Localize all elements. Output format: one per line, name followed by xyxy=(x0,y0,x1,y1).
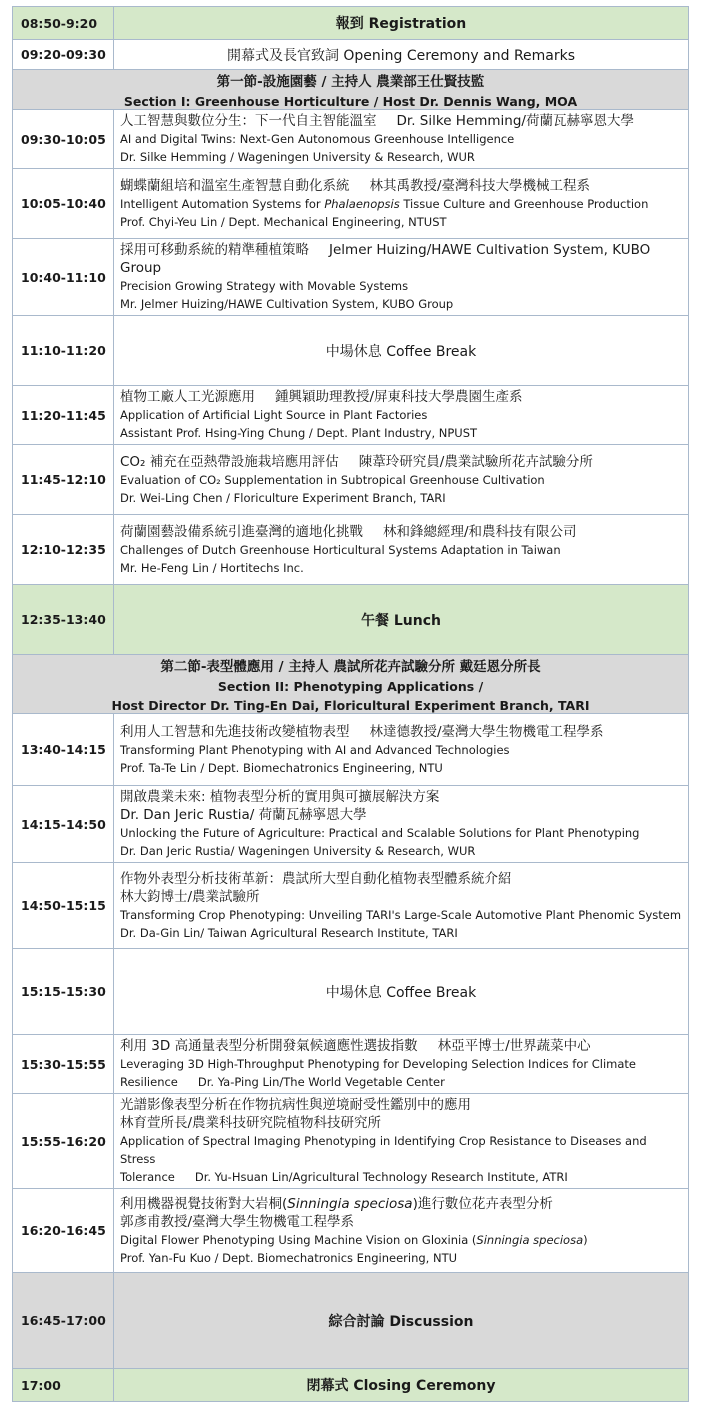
talk-cell xyxy=(114,386,689,445)
title-zh-text: 開啟農業未來: 植物表型分析的實用與可擴展解決方案 xyxy=(120,789,440,805)
talk-title-zh xyxy=(120,177,682,195)
section-title-zh: 第二節-表型體應用 / 主持人 農試所花卉試驗分所 戴廷恩分所長 xyxy=(160,659,541,675)
speaker-en xyxy=(120,489,682,507)
agenda-row xyxy=(13,1189,689,1273)
talk-cell xyxy=(114,169,689,239)
title-zh-text: 作物外表型分析技術革新：農試所大型自動化植物表型體系統介紹 xyxy=(120,870,512,887)
title-en-part: Intelligent Automation Systems for xyxy=(120,196,325,211)
speaker-en-text: Assistant Prof. Hsing-Ying Chung / Dept. Plant Industry, NPUST xyxy=(120,426,478,440)
agenda-row xyxy=(13,386,689,445)
time-slot: 14:15-14:50 xyxy=(13,786,114,863)
time-slot: 12:35-13:40 xyxy=(13,585,114,655)
talk-title-en xyxy=(120,406,682,424)
block-title: 午餐 Lunch xyxy=(114,585,689,655)
agenda-row xyxy=(13,110,689,169)
talk-cell xyxy=(114,863,689,949)
title-en-italic: Phalaenopsis xyxy=(324,196,400,211)
time-slot: 08:50-9:20 xyxy=(13,7,114,40)
speaker-en-text: Dr. Wei-Ling Chen / Floriculture Experiment Branch, TARI xyxy=(120,490,446,505)
talk-cell xyxy=(114,714,689,786)
speaker-en-text: Prof. Ta-Te Lin / Dept. Biomechatronics Engineering, NTU xyxy=(120,760,443,775)
title-en-text: Precision Growing Strategy with Movable Systems xyxy=(120,279,409,293)
speaker-en-text: Dr. Silke Hemming / Wageningen University & Research, WUR xyxy=(120,150,475,164)
time-slot: 11:45-12:10 xyxy=(13,445,114,515)
speaker-en-text: Prof. Chyi-Yeu Lin / Dept. Mechanical Engineering, NTUST xyxy=(120,214,447,229)
speaker-en xyxy=(120,559,682,577)
talk-cell xyxy=(114,1094,689,1189)
talk-title-zh xyxy=(120,1195,682,1213)
title-en-part: Tissue Culture and Greenhouse Production xyxy=(399,196,649,211)
speaker-en xyxy=(120,1249,682,1267)
title-zh-part: 利用機器視覺技術對大岩桐( xyxy=(120,1195,288,1212)
time-slot: 10:05-10:40 xyxy=(13,169,114,239)
agenda-row xyxy=(13,863,689,949)
section-title-en-2: Host Director Dr. Ting-En Dai, Floricultural Experiment Branch, TARI xyxy=(111,698,590,713)
agenda-row xyxy=(13,70,689,110)
speaker-zh: 林其禹教授/臺灣科技大學機械工程系 xyxy=(369,177,591,194)
talk-title-en xyxy=(120,277,682,295)
title-zh-italic: Sinningia speciosa xyxy=(287,1195,413,1212)
title-en-text: Application of Artificial Light Source in Plant Factories xyxy=(120,408,428,422)
agenda-row xyxy=(13,1273,689,1369)
time-slot: 15:55-16:20 xyxy=(13,1094,114,1189)
speaker-zh: 林育萱所長/農業科技研究院植物科技研究所 xyxy=(120,1115,382,1131)
session-title: 中場休息 Coffee Break xyxy=(114,949,689,1035)
title-zh-text: 植物工廠人工光源應用 xyxy=(120,389,255,405)
time-slot: 15:15-15:30 xyxy=(13,949,114,1035)
section-title-zh: 第一節-設施園藝 / 主持人 農業部王仕賢技監 xyxy=(216,74,485,90)
talk-title-en xyxy=(120,541,682,559)
talk-title-en xyxy=(120,130,682,148)
agenda-row xyxy=(13,169,689,239)
speaker-en xyxy=(120,759,682,777)
speaker-zh: 林亞平博士/世界蔬菜中心 xyxy=(437,1038,591,1054)
talk-title-zh xyxy=(120,241,682,277)
block-title: 報到 Registration xyxy=(114,7,689,40)
time-slot: 17:00 xyxy=(13,1369,114,1402)
title-zh-part: )進行數位花卉表型分析 xyxy=(412,1195,553,1212)
speaker-en xyxy=(120,213,682,231)
title-zh-text: 光譜影像表型分析在作物抗病性與逆境耐受性鑑別中的應用 xyxy=(120,1097,471,1113)
speaker-en-text: Dr. Da-Gin Lin/ Taiwan Agricultural Research Institute, TARI xyxy=(120,925,458,940)
title-en-text: Leveraging 3D High-Throughput Phenotyping for Developing Selection Indices for Climate xyxy=(120,1057,637,1071)
agenda-row xyxy=(13,40,689,70)
speaker-en xyxy=(120,424,682,442)
title-en-part: Digital Flower Phenotyping Using Machine Vision on Gloxinia ( xyxy=(120,1232,477,1247)
talk-title-zh xyxy=(120,788,682,806)
time-slot: 14:50-15:15 xyxy=(13,863,114,949)
title-en-text: Challenges of Dutch Greenhouse Horticultural Systems Adaptation in Taiwan xyxy=(120,542,561,557)
speaker-en xyxy=(120,924,682,942)
speaker-en-text: Mr. Jelmer Huizing/HAWE Cultivation System, KUBO Group xyxy=(120,297,454,311)
title-en-part: ) xyxy=(583,1232,588,1247)
talk-cell xyxy=(114,1035,689,1094)
title-en-text: Unlocking the Future of Agriculture: Practical and Scalable Solutions for Plant Phenotyping xyxy=(120,826,640,840)
session-title: 中場休息 Coffee Break xyxy=(114,316,689,386)
agenda-row xyxy=(13,316,689,386)
time-slot: 12:10-12:35 xyxy=(13,515,114,585)
agenda-row xyxy=(13,949,689,1035)
time-slot: 16:20-16:45 xyxy=(13,1189,114,1273)
speaker-zh: 林和鋒總經理/和農科技有限公司 xyxy=(383,523,577,540)
speaker-en-text: Dr. Dan Jeric Rustia/ Wageningen University & Research, WUR xyxy=(120,844,476,858)
talk-title-zh xyxy=(120,870,682,888)
talk-title-en xyxy=(120,1231,682,1249)
speaker-en xyxy=(120,148,682,166)
speaker-zh: 郭彥甫教授/臺灣大學生物機電工程學系 xyxy=(120,1213,355,1230)
speaker-en xyxy=(120,295,682,313)
block-title: 綜合討論 Discussion xyxy=(114,1273,689,1369)
talk-title-zh xyxy=(120,112,682,130)
speaker-zh: Dr. Dan Jeric Rustia/ 荷蘭瓦赫寧恩大學 xyxy=(120,807,367,823)
time-slot: 13:40-14:15 xyxy=(13,714,114,786)
agenda-body xyxy=(13,7,689,1402)
time-slot: 09:30-10:05 xyxy=(13,110,114,169)
time-slot: 09:20-09:30 xyxy=(13,40,114,70)
agenda-row xyxy=(13,786,689,863)
talk-title-en xyxy=(120,1132,682,1168)
speaker-en xyxy=(120,842,682,860)
agenda-row xyxy=(13,239,689,316)
section-header xyxy=(13,70,689,110)
title-zh-text: 人工智慧與數位分生：下一代自主智能溫室 xyxy=(120,113,377,129)
agenda-row xyxy=(13,655,689,714)
talk-cell xyxy=(114,1189,689,1273)
talk-title-en xyxy=(120,906,682,924)
speaker-zh: 陳葦玲研究員/農業試驗所花卉試驗分所 xyxy=(358,453,593,470)
agenda-row xyxy=(13,515,689,585)
section-header xyxy=(13,655,689,714)
talk-title-zh xyxy=(120,1037,682,1055)
talk-title-en xyxy=(120,824,682,842)
agenda-row xyxy=(13,445,689,515)
title-zh-text: 荷蘭園藝設備系統引進臺灣的適地化挑戰 xyxy=(120,523,363,540)
agenda-row xyxy=(13,1094,689,1189)
talk-cell xyxy=(114,445,689,515)
time-slot: 11:20-11:45 xyxy=(13,386,114,445)
speaker-en xyxy=(120,1168,682,1186)
title-en-continued: Resilience xyxy=(120,1075,178,1089)
speaker-zh: Jelmer Huizing/HAWE Cultivation System, KUBO Group xyxy=(120,242,651,276)
talk-title-en xyxy=(120,195,682,213)
agenda-row xyxy=(13,7,689,40)
time-slot: 16:45-17:00 xyxy=(13,1273,114,1369)
title-en-text: Application of Spectral Imaging Phenotyping in Identifying Crop Resistance to Diseases and Stress xyxy=(120,1134,647,1166)
speaker-zh: 林大鈞博士/農業試驗所 xyxy=(120,888,260,905)
talk-title-en xyxy=(120,1055,682,1073)
talk-title-zh xyxy=(120,1096,682,1114)
agenda-row xyxy=(13,585,689,655)
title-en-italic: Sinningia speciosa xyxy=(476,1232,584,1247)
title-en-text: Evaluation of CO₂ Supplementation in Subtropical Greenhouse Cultivation xyxy=(120,472,545,487)
speaker-zh: 林達德教授/臺灣大學生物機電工程學系 xyxy=(369,723,604,740)
time-slot: 11:10-11:20 xyxy=(13,316,114,386)
time-slot: 10:40-11:10 xyxy=(13,239,114,316)
title-en-text: Transforming Plant Phenotyping with AI and Advanced Technologies xyxy=(120,742,510,757)
agenda-table xyxy=(12,6,689,1402)
speaker-en-text: Dr. Ya-Ping Lin/The World Vegetable Center xyxy=(197,1075,445,1089)
talk-title-zh xyxy=(120,523,682,541)
talk-title-zh xyxy=(120,388,682,406)
speaker-en xyxy=(120,1073,682,1091)
section-title-en: Section II: Phenotyping Applications / xyxy=(217,679,484,694)
block-title: 閉幕式 Closing Ceremony xyxy=(114,1369,689,1402)
talk-title-zh xyxy=(120,453,682,471)
title-zh-text: 蝴蝶蘭組培和溫室生產智慧自動化系統 xyxy=(120,177,350,194)
section-title-en: Section I: Greenhouse Horticulture / Host Dr. Dennis Wang, MOA xyxy=(123,94,578,109)
speaker-en-text: Dr. Yu-Hsuan Lin/Agricultural Technology Research Institute, ATRI xyxy=(194,1170,568,1184)
title-zh-text: 採用可移動系統的精準種植策略 xyxy=(120,242,309,258)
talk-cell xyxy=(114,786,689,863)
speaker-en-text: Prof. Yan-Fu Kuo / Dept. Biomechatronics Engineering, NTU xyxy=(120,1250,458,1265)
agenda-row xyxy=(13,1035,689,1094)
talk-cell xyxy=(114,239,689,316)
talk-title-en xyxy=(120,471,682,489)
title-en-text: Transforming Crop Phenotyping: Unveiling TARI's Large-Scale Automotive Plant Phenomic System xyxy=(120,907,682,922)
session-title: 開幕式及長官致詞 Opening Ceremony and Remarks xyxy=(114,40,689,70)
agenda-row xyxy=(13,714,689,786)
speaker-zh: 鍾興穎助理教授/屏東科技大學農園生產系 xyxy=(275,389,523,405)
title-en-text: AI and Digital Twins: Next-Gen Autonomous Greenhouse Intelligence xyxy=(120,132,515,146)
time-slot: 15:30-15:55 xyxy=(13,1035,114,1094)
speaker-zh: Dr. Silke Hemming/荷蘭瓦赫寧恩大學 xyxy=(396,113,634,129)
agenda-row xyxy=(13,1369,689,1402)
title-en-continued: Tolerance xyxy=(120,1170,175,1184)
talk-cell xyxy=(114,515,689,585)
title-zh-text: 利用 3D 高通量表型分析開發氣候適應性選拔指數 xyxy=(120,1038,418,1054)
talk-title-zh xyxy=(120,723,682,741)
talk-cell xyxy=(114,110,689,169)
speaker-en-text: Mr. He-Feng Lin / Hortitechs Inc. xyxy=(120,560,304,575)
title-zh-text: CO₂ 補充在亞熱帶設施栽培應用評估 xyxy=(120,453,339,470)
title-zh-text: 利用人工智慧和先進技術改變植物表型 xyxy=(120,723,350,740)
talk-title-en xyxy=(120,741,682,759)
